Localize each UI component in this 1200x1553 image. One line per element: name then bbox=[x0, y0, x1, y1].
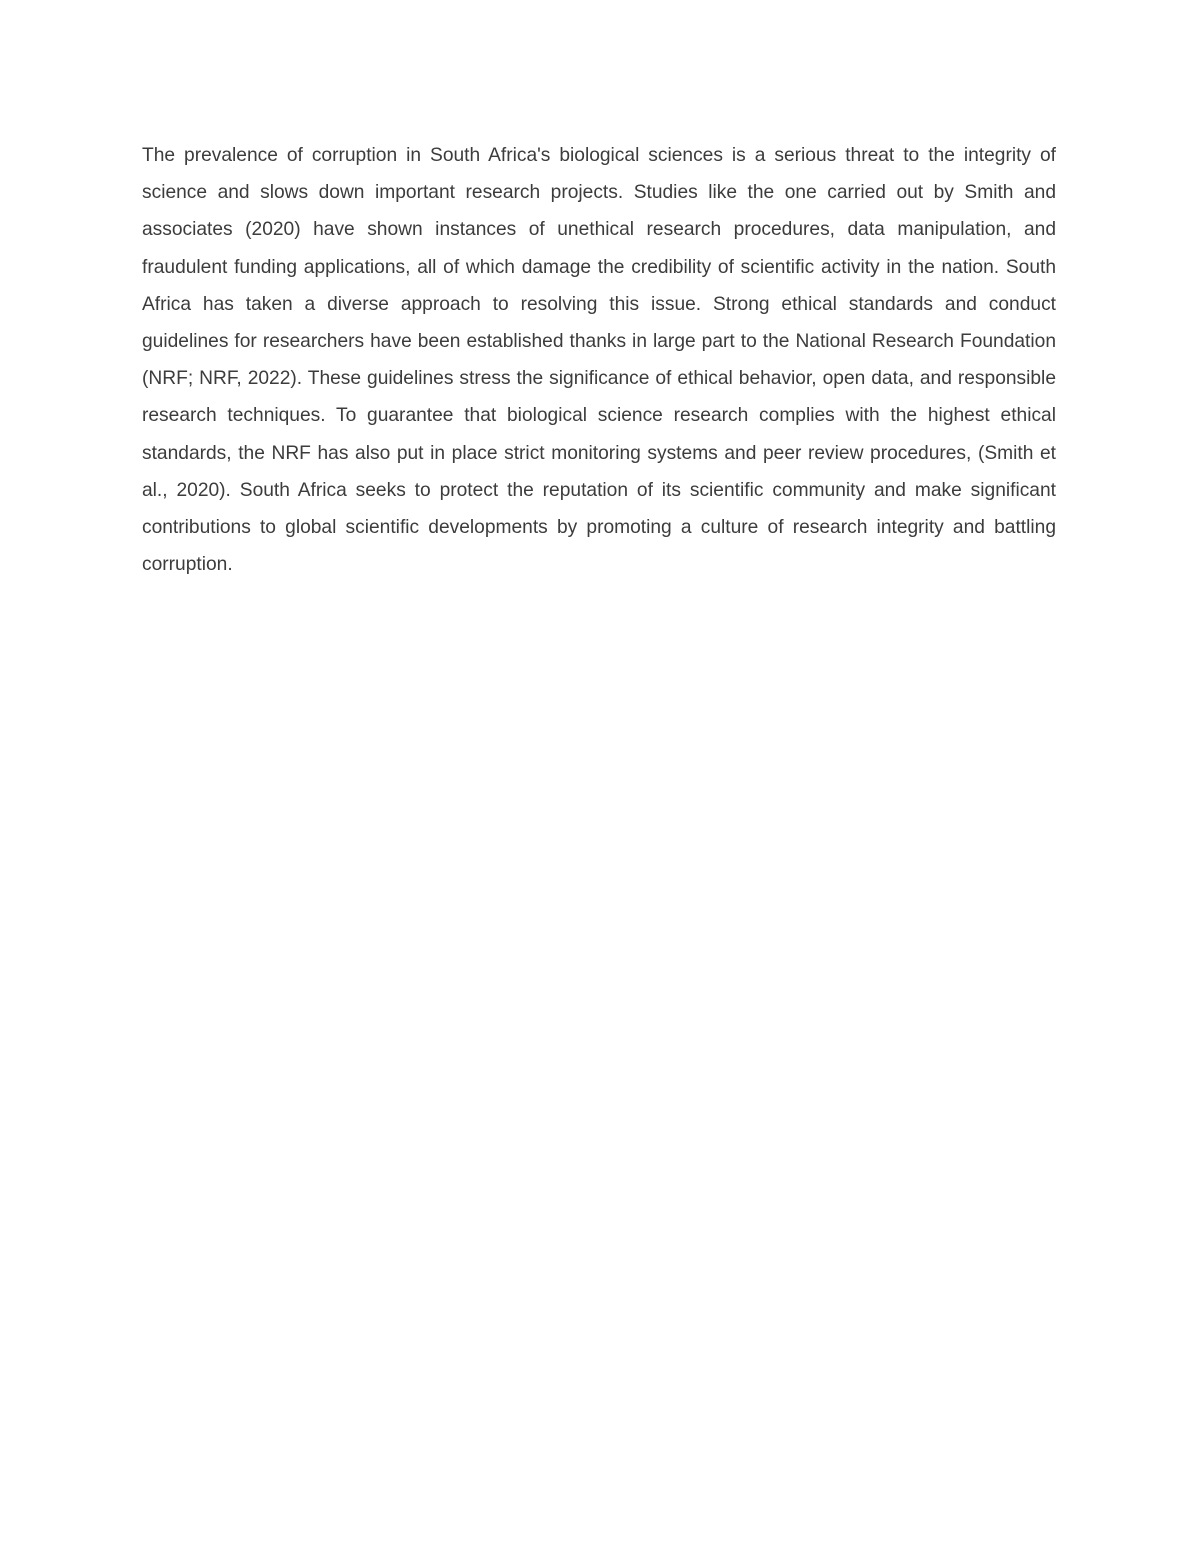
body-paragraph: The prevalence of corruption in South Africa's biological sciences is a serious threat to the integrity of science and slows down important research projects. Studies like the one carried out by Smith and associates (2020) have shown instances of unethical research procedures, data manipulation, and fraudulent funding applications, all of which damage the credibility of scientific activity in the nation. South Africa has taken a diverse approach to resolving this issue. Strong ethical standards and conduct guidelines for researchers have been established thanks in large part to the National Research Foundation (NRF; NRF, 2022). These guidelines stress the significance of ethical behavior, open data, and responsible research techniques. To guarantee that biological science research complies with the highest ethical standards, the NRF has also put in place strict monitoring systems and peer review procedures, (Smith et al., 2020). South Africa seeks to protect the reputation of its scientific community and make significant contributions to global scientific developments by promoting a culture of research integrity and battling corruption. bbox=[142, 145, 1056, 576]
